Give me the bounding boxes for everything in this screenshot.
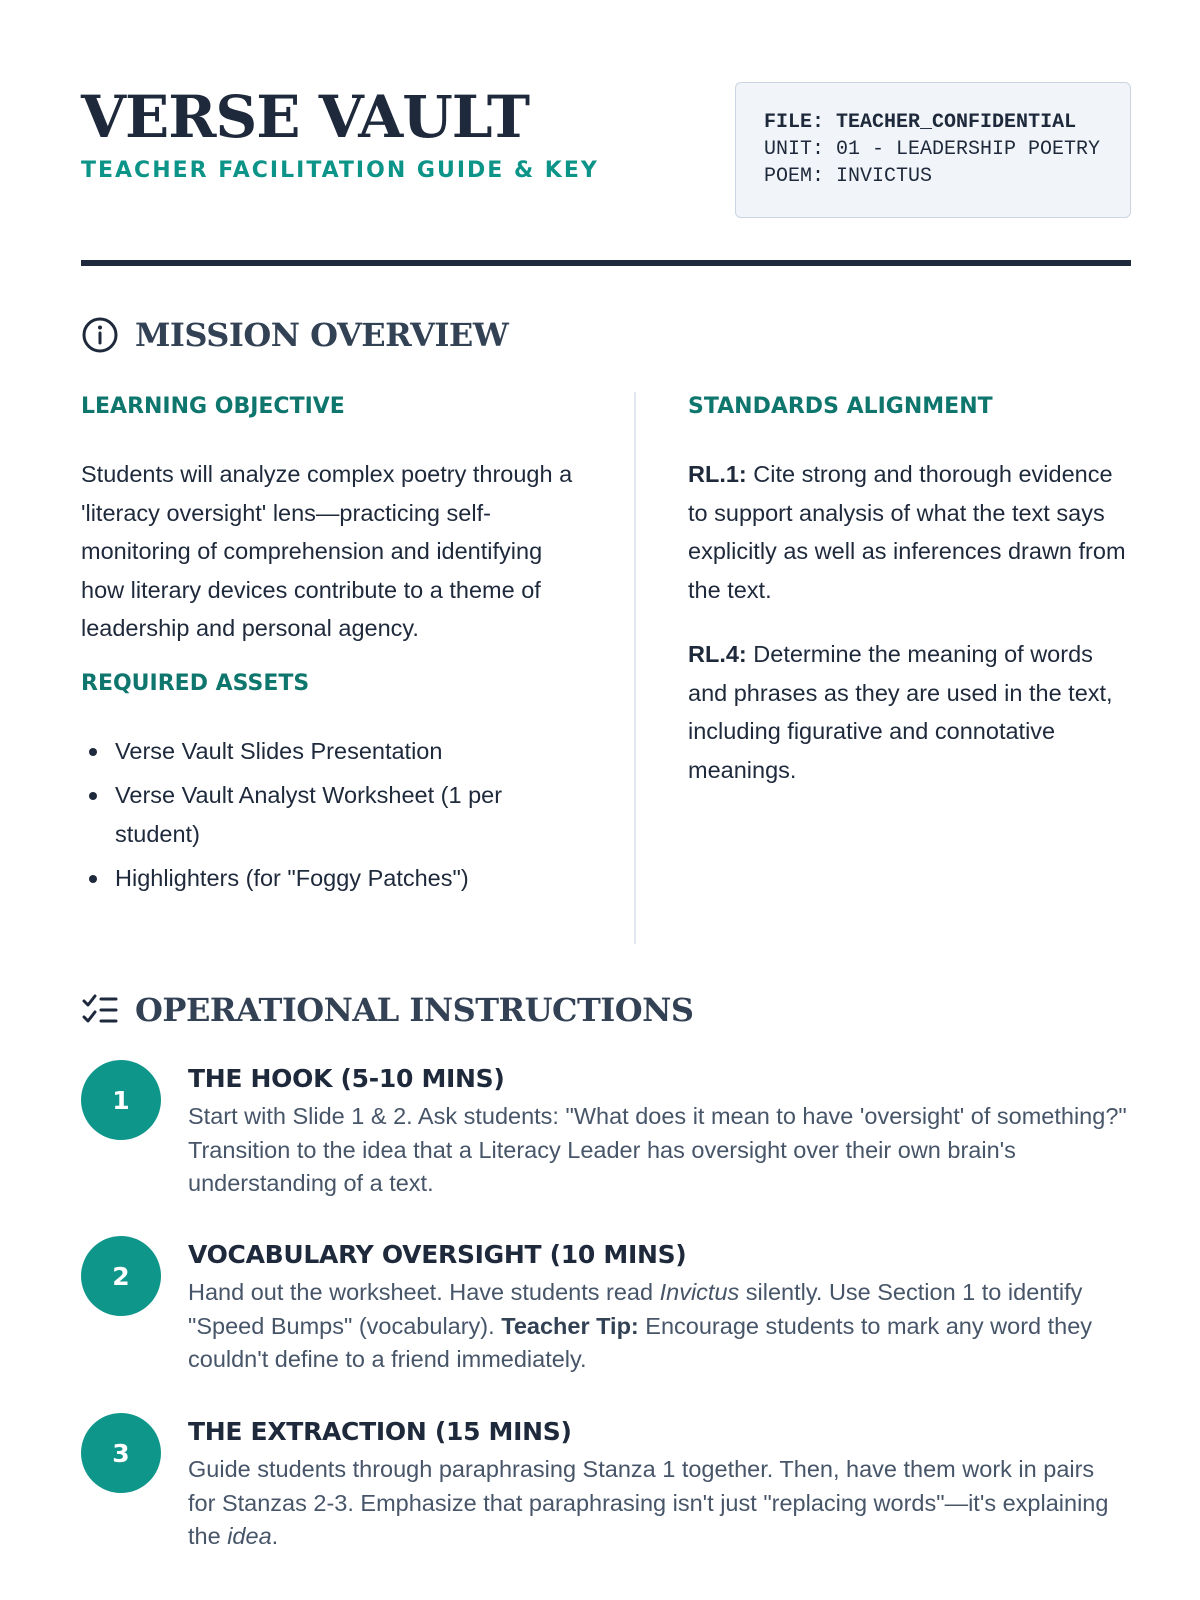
desc-text: Encourage students to mark any word they couldn't define to a friend immediately. [188, 1312, 1093, 1372]
standard-code: RL.1: [688, 461, 747, 487]
step-number-badge: 2 [81, 1236, 161, 1316]
overview-left-column [81, 392, 591, 904]
file-line [764, 109, 1130, 136]
assets-list [81, 732, 591, 898]
step-number-badge: 3 [81, 1413, 161, 1493]
file-info-box [735, 82, 1131, 218]
step-description [188, 1276, 1128, 1377]
standard-text: Cite strong and thorough evidence to support analysis of what the text says explicitly as well as inferences drawn from the text. [688, 461, 1126, 603]
standard-code: RL.4: [688, 641, 747, 667]
step-title: THE EXTRACTION (15 MINS) [188, 1417, 572, 1446]
overview-right-column [688, 392, 1128, 815]
operational-instructions-heading [81, 988, 694, 1032]
file-value: TEACHER_CONFIDENTIAL [836, 111, 1077, 134]
assets-heading: REQUIRED ASSETS [81, 670, 310, 696]
step-description: Start with Slide 1 & 2. Ask students: "What does it mean to have 'oversight' of something?" Transition to the idea that a Literacy Leader has oversight over their own brain's understanding of a text. [188, 1103, 1127, 1196]
desc-text: . [271, 1523, 279, 1549]
list-item: Verse Vault Slides Presentation [81, 732, 591, 771]
file-key: FILE: [764, 111, 825, 134]
unit-line: UNIT: 01 - LEADERSHIP POETRY [764, 138, 1101, 161]
desc-text: Guide students through paraphrasing Stanza 1 together. Then, have them work in pairs for Stanzas 2-3. Emphasize that paraphrasing isn't just "replacing words"—it's explaining the [188, 1456, 1109, 1549]
standard-item [688, 455, 1128, 609]
step-description [188, 1453, 1128, 1554]
poem-line: POEM: INVICTUS [764, 165, 933, 188]
poem-title-emphasis: Invictus [659, 1279, 740, 1305]
step-title: VOCABULARY OVERSIGHT (10 MINS) [188, 1240, 687, 1269]
desc-text: silently. Use Section 1 to identify "Speed Bumps" (vocabulary). [188, 1279, 1083, 1339]
desc-text: Hand out the worksheet. Have students read [188, 1279, 660, 1305]
guide-page [81, 0, 1131, 1600]
page-title: VERSE VAULT [81, 83, 529, 151]
info-circle-icon [81, 316, 119, 354]
objective-text: Students will analyze complex poetry through a 'literacy oversight' lens—practicing self-monitoring of comprehension and identifying how literary devices contribute to a theme of leadership and personal agency. [81, 461, 573, 641]
column-divider [634, 392, 636, 944]
teacher-tip-label: Teacher Tip: [501, 1312, 639, 1339]
page-subtitle: TEACHER FACILITATION GUIDE & KEY [81, 158, 599, 183]
mission-overview-heading [81, 313, 508, 357]
objective-heading: LEARNING OBJECTIVE [81, 394, 345, 419]
section-title: OPERATIONAL INSTRUCTIONS [135, 991, 694, 1029]
header-divider [81, 260, 1131, 266]
idea-emphasis: idea [227, 1523, 272, 1549]
section-title: MISSION OVERVIEW [135, 316, 509, 354]
list-item: Verse Vault Analyst Worksheet (1 per student) [81, 776, 591, 853]
page-header [81, 82, 1131, 222]
list-item: Highlighters (for "Foggy Patches") [81, 859, 591, 898]
standard-item [688, 635, 1128, 789]
step-title: THE HOOK (5-10 MINS) [188, 1064, 505, 1093]
checklist-icon [81, 991, 119, 1029]
step-number-badge: 1 [81, 1060, 161, 1140]
standard-text: Determine the meaning of words and phrases as they are used in the text, including figurative and connotative meanings. [688, 641, 1113, 783]
standards-heading: STANDARDS ALIGNMENT [688, 394, 993, 419]
